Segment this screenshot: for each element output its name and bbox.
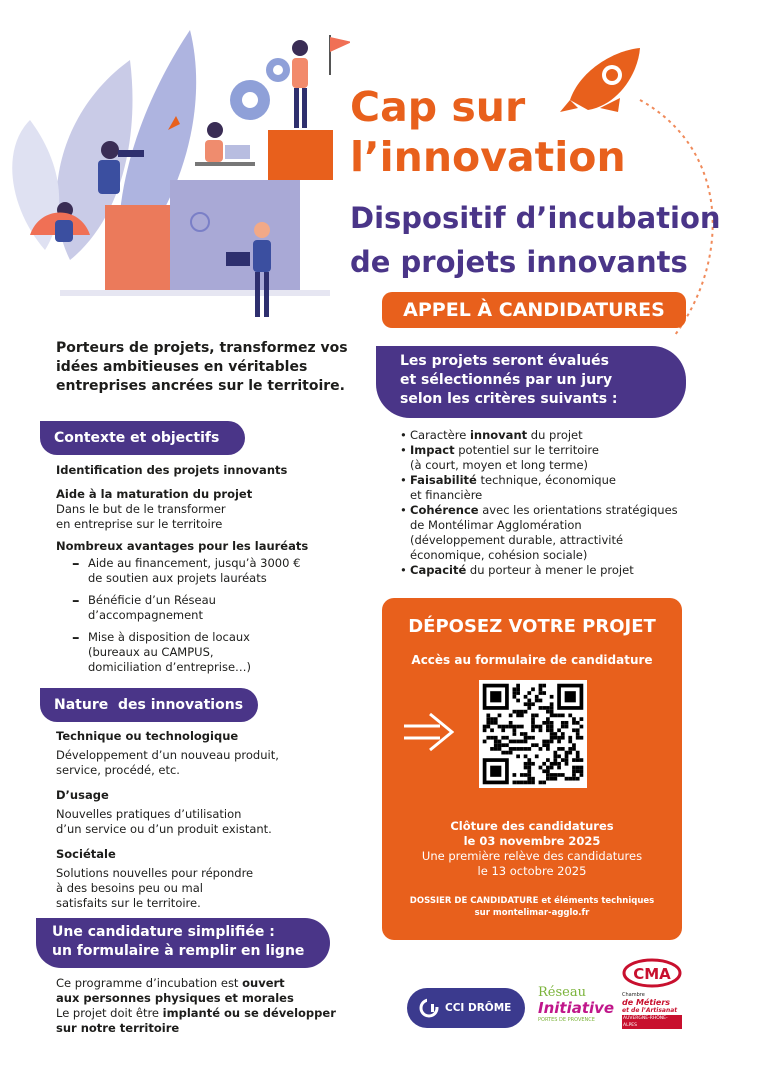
jury-heading bbox=[376, 346, 686, 418]
title-line-1: Cap sur bbox=[350, 83, 526, 131]
dossier-line-1: DOSSIER DE CANDIDATURE et éléments techniques bbox=[409, 896, 655, 906]
context-heading-label: Contexte et objectifs bbox=[54, 430, 220, 446]
criterion-faisabilite: • Faisabilité technique, économique et financière bbox=[400, 473, 730, 503]
nature-heading bbox=[40, 688, 258, 722]
nature-type-3-line-1: Solutions nouvelles pour répondre bbox=[56, 866, 254, 880]
context-item-2-title: Aide à la maturation du projet bbox=[56, 487, 253, 501]
eligibility-3b: implanté ou se développer bbox=[162, 1006, 336, 1020]
advantage-item bbox=[72, 556, 362, 586]
context-heading bbox=[40, 421, 245, 455]
innovation-illustration bbox=[0, 0, 350, 325]
dossier-info bbox=[392, 895, 672, 919]
reseau-word-1: Réseau bbox=[538, 985, 586, 1000]
advantage-1-line-2: de soutien aux projets lauréats bbox=[88, 571, 267, 585]
closing-line-2: le 03 novembre 2025 bbox=[463, 834, 601, 848]
cci-drome-logo bbox=[407, 988, 525, 1028]
nature-type-1-line-1: Développement d’un nouveau produit, bbox=[56, 748, 279, 762]
svg-text:CMA: CMA bbox=[633, 965, 671, 983]
advantage-2-line-2: d’accompagnement bbox=[88, 608, 203, 622]
advantage-2-line-1: Bénéficie d’un Réseau bbox=[88, 593, 216, 607]
closing-line-4: le 13 octobre 2025 bbox=[477, 864, 587, 878]
eligibility-3a: Le projet doit être bbox=[56, 1006, 163, 1020]
advantages-list bbox=[72, 556, 362, 675]
advantage-item bbox=[72, 593, 362, 623]
context-item-2-line-2: en entreprise sur le territoire bbox=[56, 517, 223, 531]
qr-code-icon bbox=[479, 680, 587, 788]
submit-project-title: DÉPOSEZ VOTRE PROJET bbox=[408, 616, 656, 637]
advantage-3-line-2: (bureaux au CAMPUS, bbox=[88, 645, 214, 659]
criteria-list bbox=[400, 428, 730, 578]
advantage-item bbox=[72, 630, 362, 675]
nature-type-2-line-2: d’un service ou d’un produit existant. bbox=[56, 822, 272, 836]
advantage-1-line-1: Aide au financement, jusqu’à 3000 € bbox=[88, 556, 301, 570]
nature-heading-label: Nature des innovations bbox=[54, 697, 244, 713]
qr-code[interactable] bbox=[479, 680, 587, 788]
nature-type-1-line-2: service, procédé, etc. bbox=[56, 763, 180, 777]
application-form-access: Accès au formulaire de candidature bbox=[411, 653, 653, 667]
cma-text-3: et de l’Artisanat bbox=[622, 1007, 678, 1014]
subtitle bbox=[350, 196, 721, 284]
reseau-initiative-logo bbox=[538, 986, 616, 1034]
subtitle-line-1: Dispositif d’incubation bbox=[350, 201, 721, 235]
simplified-application-line-1: Une candidature simplifiée : bbox=[52, 924, 275, 940]
criterion-capacite: • Capacité du porteur à mener le projet bbox=[400, 563, 730, 578]
dossier-line-2[interactable]: sur montelimar-agglo.fr bbox=[474, 908, 590, 918]
cma-logo-icon bbox=[622, 958, 682, 988]
advantage-3-line-1: Mise à disposition de locaux bbox=[88, 630, 250, 644]
nature-type-3-line-3: satisfaits sur le territoire. bbox=[56, 896, 201, 910]
eligibility-text bbox=[56, 976, 366, 1036]
intro-text: Porteurs de projets, transformez vos idées ambitieuses en véritables entreprises ancrées sur le territoire. bbox=[56, 340, 348, 394]
criterion-impact: • Impact potentiel sur le territoire (à court, moyen et long terme) bbox=[400, 443, 730, 473]
criterion-innovant: • Caractère innovant du projet bbox=[400, 428, 730, 443]
main-title bbox=[350, 82, 626, 182]
cma-text-1: Chambre bbox=[622, 992, 645, 998]
nature-type-2-line-1: Nouvelles pratiques d’utilisation bbox=[56, 807, 242, 821]
cci-logo-text: CCI DRÔME bbox=[445, 1002, 512, 1014]
eligibility-4: sur notre territoire bbox=[56, 1021, 180, 1035]
advantage-3-line-3: domiciliation d’entreprise…) bbox=[88, 660, 252, 674]
nature-section bbox=[56, 729, 356, 911]
context-item-1: Identification des projets innovants bbox=[56, 463, 288, 477]
title-line-2: l’innovation bbox=[350, 133, 626, 181]
jury-line-1: Les projets seront évalués bbox=[400, 353, 609, 369]
closing-line-3: Une première relève des candidatures bbox=[421, 849, 643, 863]
context-item-3-title: Nombreux avantages pour les lauréats bbox=[56, 539, 309, 553]
nature-type-3-line-2: à des besoins peu ou mal bbox=[56, 881, 204, 895]
cci-logo-icon bbox=[419, 998, 439, 1018]
jury-line-2: et sélectionnés par un jury bbox=[400, 372, 613, 388]
closing-dates bbox=[382, 819, 682, 879]
arrow-right-icon bbox=[402, 710, 454, 754]
simplified-application-line-2: un formulaire à remplir en ligne bbox=[52, 943, 305, 959]
dash-icon: – bbox=[72, 554, 80, 572]
nature-type-1: Technique ou technologique bbox=[56, 729, 239, 743]
reseau-word-3: PORTES DE PROVENCE bbox=[538, 1017, 595, 1023]
eligibility-1a: Ce programme d’incubation est bbox=[56, 976, 243, 990]
cma-logo bbox=[622, 958, 682, 1028]
closing-line-1: Clôture des candidatures bbox=[450, 819, 614, 833]
reseau-word-2: Initiative bbox=[538, 999, 615, 1017]
dash-icon: – bbox=[72, 591, 80, 609]
eligibility-1b: ouvert bbox=[242, 976, 285, 990]
submit-project-box bbox=[382, 598, 682, 940]
call-for-applications-banner: APPEL À CANDIDATURES bbox=[382, 292, 686, 328]
context-item-2-line-1: Dans le but de le transformer bbox=[56, 502, 226, 516]
jury-line-3: selon les critères suivants : bbox=[400, 391, 618, 407]
nature-type-2: D’usage bbox=[56, 788, 109, 802]
subtitle-line-2: de projets innovants bbox=[350, 245, 688, 279]
cma-text-4: AUVERGNE-RHÔNE-ALPES bbox=[622, 1015, 682, 1029]
context-section bbox=[56, 463, 356, 554]
simplified-application-heading bbox=[36, 918, 330, 968]
criterion-coherence: • Cohérence avec les orientations stratégiques de Montélimar Agglomération (développement durable, attractivité économique, cohésion sociale) bbox=[400, 503, 730, 563]
cma-text-2: de Métiers bbox=[622, 998, 671, 1007]
nature-type-3: Sociétale bbox=[56, 847, 116, 861]
dash-icon: – bbox=[72, 628, 80, 646]
eligibility-2: aux personnes physiques et morales bbox=[56, 991, 294, 1005]
